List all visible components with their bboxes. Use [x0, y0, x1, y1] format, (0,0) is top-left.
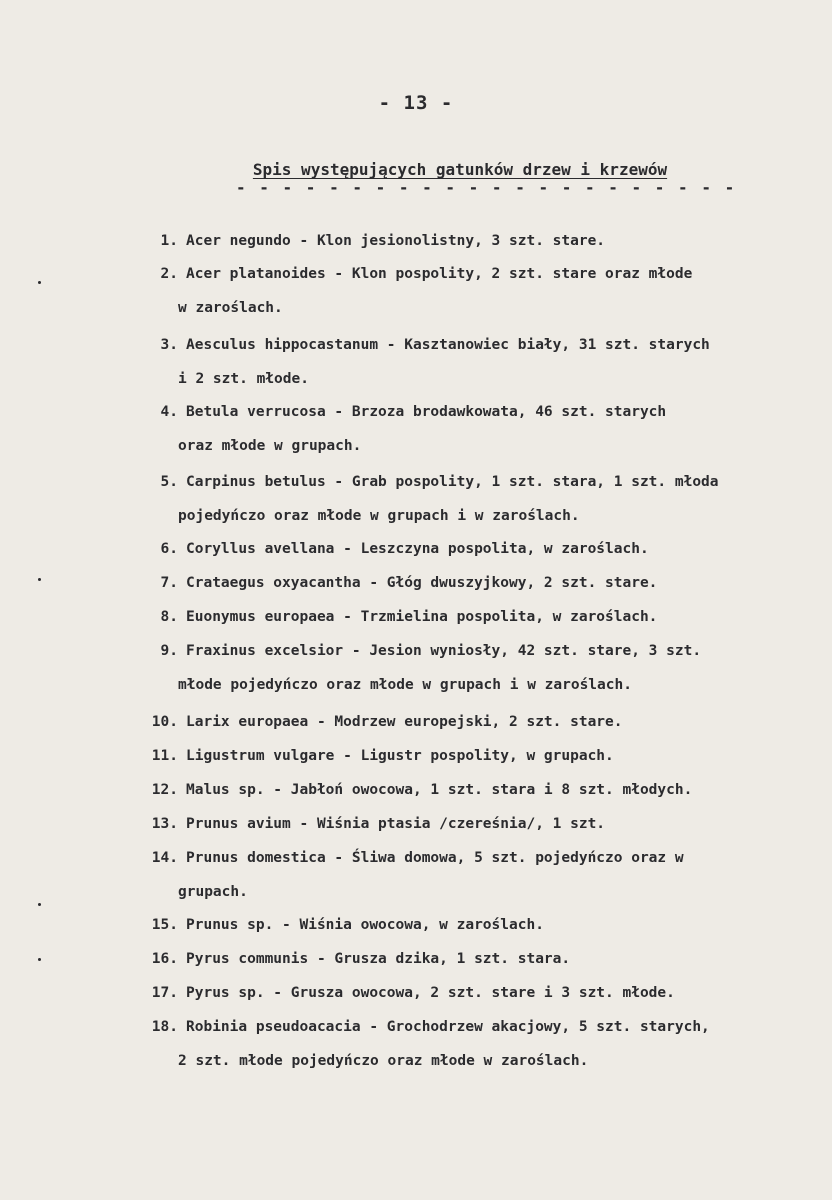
entry-text: Carpinus betulus - Grab pospolity, 1 szt. stara, 1 szt. młoda: [186, 474, 719, 490]
entry-text-continuation: oraz młode w grupach.: [178, 438, 362, 454]
margin-mark: [38, 903, 41, 906]
entry-text: Acer platanoides - Klon pospolity, 2 szt. stare oraz młode: [186, 266, 693, 282]
entry-text: Fraxinus excelsior - Jesion wyniosły, 42 szt. stare, 3 szt.: [186, 643, 702, 659]
entry-number: 13.: [151, 816, 178, 832]
entry-text: Malus sp. - Jabłoń owocowa, 1 szt. stara i 8 szt. młodych.: [186, 782, 693, 798]
entry-text: Prunus sp. - Wiśnia owocowa, w zaroślach.: [186, 917, 544, 933]
entry-text: Prunus domestica - Śliwa domowa, 5 szt. pojedyńczo oraz w: [186, 850, 684, 866]
entry-text-continuation: młode pojedyńczo oraz młode w grupach i w zaroślach.: [178, 677, 632, 693]
entry-number: 14.: [151, 850, 178, 866]
margin-mark: [38, 281, 41, 284]
entry-text-continuation: 2 szt. młode pojedyńczo oraz młode w zaroślach.: [178, 1053, 589, 1069]
entry-text-continuation: pojedyńczo oraz młode w grupach i w zaroślach.: [178, 508, 580, 524]
entry-text-continuation: i 2 szt. młode.: [178, 371, 309, 387]
entry-text: Robinia pseudoacacia - Grochodrzew akacjowy, 5 szt. starych,: [186, 1019, 710, 1035]
entry-number: 6.: [160, 541, 178, 557]
entry-number: 11.: [151, 748, 178, 764]
entry-text: Pyrus sp. - Grusza owocowa, 2 szt. stare i 3 szt. młode.: [186, 985, 675, 1001]
entry-number: 1.: [160, 233, 178, 249]
entry-number: 2.: [160, 266, 178, 282]
margin-mark: [38, 958, 41, 961]
entry-number: 12.: [151, 782, 178, 798]
entry-number: 4.: [160, 404, 178, 420]
entry-number: 15.: [151, 917, 178, 933]
entry-text: Pyrus communis - Grusza dzika, 1 szt. stara.: [186, 951, 571, 967]
entry-number: 18.: [151, 1019, 178, 1035]
entry-text: Prunus avium - Wiśnia ptasia /czereśnia/, 1 szt.: [186, 816, 606, 832]
entry-text: Acer negundo - Klon jesionolistny, 3 szt. stare.: [186, 233, 606, 249]
entry-number: 8.: [160, 609, 178, 625]
title-dashed-underline: - - - - - - - - - - - - - - - - - - - - - -: [236, 178, 737, 197]
entry-number: 16.: [151, 951, 178, 967]
entry-number: 17.: [151, 985, 178, 1001]
entry-number: 5.: [160, 474, 178, 490]
entry-text: Ligustrum vulgare - Ligustr pospolity, w grupach.: [186, 748, 614, 764]
entry-number: 10.: [151, 714, 178, 730]
document-title: [230, 160, 690, 179]
entry-text: Betula verrucosa - Brzoza brodawkowata, 46 szt. starych: [186, 404, 667, 420]
entry-number: 3.: [160, 337, 178, 353]
entry-number: 9.: [160, 643, 178, 659]
entry-text: Euonymus europaea - Trzmielina pospolita, w zaroślach.: [186, 609, 658, 625]
entry-text: Coryllus avellana - Leszczyna pospolita, w zaroślach.: [186, 541, 649, 557]
entry-text: Aesculus hippocastanum - Kasztanowiec biały, 31 szt. starych: [186, 337, 710, 353]
entry-text: Larix europaea - Modrzew europejski, 2 szt. stare.: [186, 714, 623, 730]
entry-text-continuation: w zaroślach.: [178, 300, 283, 316]
title-text: Spis występujących gatunków drzew i krzewów: [252, 160, 668, 179]
entry-text: Crataegus oxyacantha - Głóg dwuszyjkowy, 2 szt. stare.: [186, 575, 658, 591]
entry-text-continuation: grupach.: [178, 884, 248, 900]
entry-number: 7.: [160, 575, 178, 591]
page-number: - 13 -: [378, 92, 454, 114]
margin-mark: [38, 578, 41, 581]
